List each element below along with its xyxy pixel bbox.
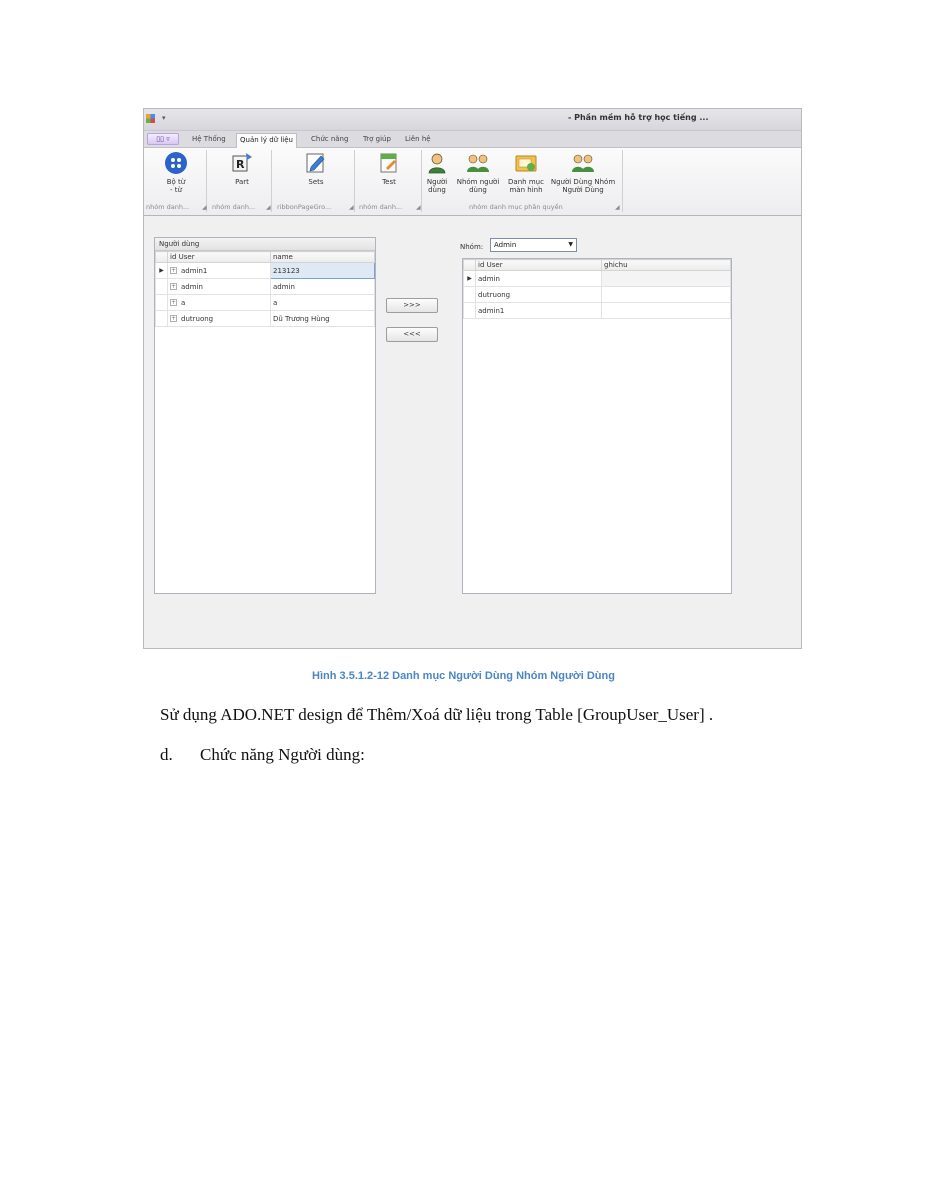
ribbon-group-label: ribbonPageGro... — [277, 203, 332, 211]
user-group-icon — [466, 151, 490, 175]
ribbon-label: Test — [382, 178, 396, 186]
tab-lien-he[interactable]: Liên hệ — [405, 135, 431, 143]
cell-id-user[interactable] — [168, 279, 271, 295]
remove-from-group-button[interactable]: <<< — [386, 327, 438, 342]
row-indicator — [464, 287, 476, 303]
ribbon-label: dùng — [428, 186, 446, 194]
ribbon-button-nhom-nguoi-dung[interactable] — [455, 151, 501, 194]
grid-header-row — [156, 252, 375, 263]
table-row[interactable] — [156, 311, 375, 327]
cell-ghichu[interactable] — [602, 303, 731, 319]
group-launcher-icon[interactable]: ◢ — [202, 204, 207, 211]
group-separator — [421, 150, 422, 212]
expand-icon[interactable]: + — [171, 299, 177, 306]
grid-header-row — [464, 260, 731, 271]
figure-caption: Hình 3.5.1.2-12 Danh mục Người Dùng Nhóm Người Dùng — [312, 670, 615, 682]
group-launcher-icon[interactable]: ◢ — [615, 204, 620, 211]
cell-text: admin1 — [181, 266, 208, 275]
application-menu-button[interactable]: ▯▯ ▿ — [147, 133, 179, 145]
list-marker: d. — [160, 745, 173, 764]
ribbon-label: Người Dùng Nhóm — [550, 178, 616, 186]
cell-id-user[interactable] — [168, 263, 271, 279]
ribbon-group-label: nhóm danh mục phân quyền — [469, 203, 563, 211]
ribbon-button-sets[interactable] — [296, 151, 336, 186]
table-row[interactable] — [156, 295, 375, 311]
list-item — [160, 745, 365, 765]
tab-quan-ly-du-lieu[interactable]: Quản lý dữ liệu — [236, 133, 297, 148]
row-indicator-header — [156, 252, 168, 263]
cell-id-user[interactable]: admin — [476, 271, 602, 287]
group-users-panel — [462, 258, 732, 594]
row-indicator-icon: ▶ — [464, 271, 476, 287]
grid-circle-icon — [164, 151, 188, 175]
title-bar — [144, 109, 801, 131]
dropdown-arrow-icon[interactable]: ▼ — [568, 241, 573, 248]
group-label: Nhóm: — [460, 243, 484, 251]
ribbon-button-bo-tu[interactable] — [158, 151, 194, 194]
table-row[interactable] — [464, 303, 731, 319]
ribbon — [144, 148, 801, 216]
users-panel — [154, 237, 376, 594]
ribbon-button-danh-muc-man-hinh[interactable] — [505, 151, 547, 194]
ribbon-group-label: nhóm danh... — [146, 203, 190, 211]
window-title: - Phần mềm hỗ trợ học tiếng ... — [568, 113, 709, 122]
cell-name[interactable]: Dũ Trương Hùng — [271, 311, 375, 327]
quick-access-dropdown-icon[interactable]: ▾ — [162, 114, 166, 122]
cell-id-user[interactable] — [168, 311, 271, 327]
cell-ghichu[interactable] — [602, 287, 731, 303]
ribbon-label: dùng — [469, 186, 487, 194]
ribbon-group-label: nhóm danh... — [359, 203, 403, 211]
tab-tro-giup[interactable]: Trợ giúp — [363, 135, 391, 143]
group-select[interactable] — [490, 238, 577, 252]
group-users-grid — [463, 259, 731, 319]
column-header-name[interactable]: name — [271, 252, 375, 263]
table-row[interactable] — [464, 287, 731, 303]
expand-icon[interactable]: + — [171, 315, 177, 322]
ribbon-group-label: nhóm danh... — [212, 203, 256, 211]
ribbon-label: màn hình — [509, 186, 543, 194]
ribbon-label: Người Dùng — [562, 186, 604, 194]
group-separator — [206, 150, 207, 212]
app-icon — [146, 114, 155, 123]
app-screenshot — [143, 108, 802, 649]
cell-id-user[interactable]: dutruong — [476, 287, 602, 303]
screen-folder-icon — [514, 151, 538, 175]
tab-chuc-nang[interactable]: Chức năng — [311, 135, 349, 143]
ribbon-tab-bar — [144, 131, 801, 148]
ribbon-label: Nhóm người — [456, 178, 500, 186]
user-icon — [425, 151, 449, 175]
cell-id-user[interactable]: admin1 — [476, 303, 602, 319]
part-icon — [230, 151, 254, 175]
cell-name[interactable]: admin — [271, 279, 375, 295]
test-doc-icon — [377, 151, 401, 175]
add-to-group-button[interactable]: >>> — [386, 298, 438, 313]
group-launcher-icon[interactable]: ◢ — [349, 204, 354, 211]
ribbon-button-nguoi-dung-nhom-nguoi-dung[interactable] — [548, 151, 618, 194]
edit-note-icon — [304, 151, 328, 175]
group-select-value: Admin — [494, 241, 517, 249]
ribbon-button-nguoi-dung[interactable] — [424, 151, 450, 194]
table-row[interactable] — [156, 279, 375, 295]
users-panel-caption: Người dùng — [155, 238, 375, 251]
row-indicator — [156, 311, 168, 327]
cell-ghichu[interactable] — [602, 271, 731, 287]
table-row[interactable] — [464, 271, 731, 287]
tab-he-thong[interactable]: Hệ Thống — [192, 135, 226, 143]
table-row[interactable] — [156, 263, 375, 279]
group-launcher-icon[interactable]: ◢ — [266, 204, 271, 211]
row-indicator-icon: ▶ — [156, 263, 168, 279]
expand-icon[interactable]: + — [171, 283, 177, 290]
svg-text:R: R — [236, 158, 245, 171]
column-header-id-user[interactable]: id User — [168, 252, 271, 263]
user-group-link-icon — [571, 151, 595, 175]
cell-text: dutruong — [181, 314, 214, 323]
row-indicator — [156, 295, 168, 311]
row-indicator — [464, 303, 476, 319]
group-launcher-icon[interactable]: ◢ — [416, 204, 421, 211]
group-separator — [354, 150, 355, 212]
column-header-id-user[interactable]: id User — [476, 260, 602, 271]
cell-id-user[interactable] — [168, 295, 271, 311]
list-item-text: Chức năng Người dùng: — [200, 745, 365, 764]
column-header-ghichu[interactable]: ghichu — [602, 260, 731, 271]
row-indicator — [156, 279, 168, 295]
row-indicator-header — [464, 260, 476, 271]
expand-icon[interactable]: + — [171, 267, 177, 274]
body-paragraph: Sử dụng ADO.NET design để Thêm/Xoá dữ liệu trong Table [GroupUser_User] . — [160, 705, 714, 724]
ribbon-button-test[interactable] — [369, 151, 409, 186]
ribbon-button-part[interactable] — [222, 151, 262, 186]
ribbon-label: Danh mục — [508, 178, 544, 186]
ribbon-label: Part — [235, 178, 249, 186]
ribbon-label: Sets — [308, 178, 324, 186]
ribbon-label: Bộ từ — [166, 178, 186, 186]
cell-text: admin — [181, 282, 203, 291]
users-grid — [155, 251, 375, 327]
ribbon-label: Người — [426, 178, 448, 186]
cell-text: a — [181, 298, 186, 307]
cell-name[interactable]: 213123 — [271, 263, 375, 279]
ribbon-label: - từ — [170, 186, 182, 194]
cell-name[interactable]: a — [271, 295, 375, 311]
group-separator — [622, 150, 623, 212]
group-separator — [271, 150, 272, 212]
